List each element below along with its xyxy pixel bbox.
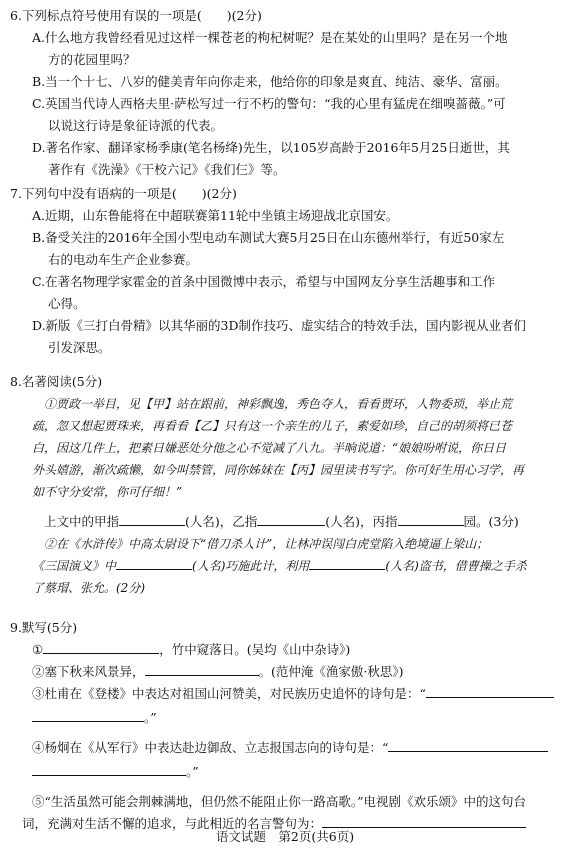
- q6-option-a: A.什么地方我曾经看见过这样一棵苍老的枸杞树呢？是在某处的山里吗？是在另一个地: [32, 30, 508, 45]
- q9-item-5: ⑤“生活虽然可能会荆棘满地，但仍然不能阻止你一路高歌。”电视剧《欢乐颂》中的这句台: [32, 794, 527, 809]
- page-footer: 语文试题 第2页(共6页): [215, 829, 355, 844]
- q7-option-a: A.近期，山东鲁能将在中超联赛第11轮中坐镇主场迎战北京国安。: [32, 208, 399, 223]
- answer-blank[interactable]: [145, 661, 259, 676]
- q9-item-3-cont: [10, 707, 560, 729]
- q9-stem: 9.默写(5分): [10, 620, 78, 635]
- q7-option-d-cont: 引发深思。: [48, 340, 111, 355]
- q6-option-a-cont: 方的花园里吗？: [48, 52, 136, 67]
- answer-blank[interactable]: [119, 511, 185, 526]
- answer-blank[interactable]: [43, 639, 159, 654]
- q8-sub-2-cont: 了蔡瑁、张允。(2分): [32, 581, 145, 595]
- q6-option-c-cont: 以说这行诗是象征诗派的代表。: [48, 118, 224, 133]
- q6-option-d: D.著名作家、翻译家杨季康(笔名杨绛)先生，以105岁高龄于2016年5月25日逝世，其: [32, 140, 510, 155]
- q6-option-c: C.英国当代诗人西格夫里·萨松写过一行不朽的警句：“我的心里有猛虎在细嗅蔷薇。”可: [32, 96, 506, 111]
- answer-blank[interactable]: [388, 737, 548, 752]
- q7-option-b: B.备受关注的2016年全国小型电动车测试大赛5月25日在山东德州举行，有近50家左: [32, 230, 505, 245]
- q8-fill-2-text: 《三国演义》中: [32, 559, 117, 573]
- q6-option-d-cont: 著作有《洗澡》《干校六记》《我们仨》等。: [48, 162, 286, 177]
- q9-item-1-text: ①: [32, 642, 44, 657]
- question-7: [10, 183, 560, 359]
- q9-item-3-text: ③杜甫在《登楼》中表达对祖国山河赞美，对民族历史追怀的诗句是：“: [32, 686, 426, 701]
- q8-fill-2-text: (人名)巧施此计，利用: [192, 559, 310, 573]
- q8-passage-line: 外头嬉游，渐次疏懒，如今叫禁管，同你姊妹在【丙】园里读书写字。你可好生用心习学，再: [32, 463, 525, 477]
- q8-fill-1-text: (人名)，乙指: [185, 514, 258, 529]
- q7-option-c: C.在著名物理学家霍金的首条中国微博中表示，希望与中国网友分享生活趣事和工作: [32, 274, 496, 289]
- q8-passage-line: 如不守分安常，你可仔细！”: [32, 485, 183, 499]
- q9-item-4-cont: [10, 761, 560, 783]
- q7-option-c-cont: 心得。: [48, 296, 86, 311]
- q9-item-2-text: ②塞下秋来风景异，: [32, 664, 145, 679]
- q7-stem: 7.下列句中没有语病的一项是( )(2分): [10, 186, 237, 201]
- q9-item-2-text: 。(范仲淹《渔家傲·秋思》): [258, 664, 404, 679]
- q8-passage-line: 疏，忽又想起贾珠来，再看看【乙】只有这一个亲生的儿子，素爱如珍，自己的胡须将已苍: [32, 419, 513, 433]
- q7-option-b-cont: 右的电动车生产企业参赛。: [48, 252, 199, 267]
- q8-sub-2: ②在《水浒传》中高太尉设下“借刀杀人计”，让林冲误闯白虎堂陷入绝境逼上梁山；: [44, 537, 489, 551]
- q8-passage-line: 白，因这几件上，把素日嫌恶处分他之心不觉减了八九。半晌说道：“娘娘吩咐说，你日日: [32, 441, 507, 455]
- answer-blank[interactable]: [32, 707, 144, 722]
- q9-item-4-text: 。”: [186, 764, 199, 779]
- q9-item-1: [10, 639, 560, 661]
- question-9: [10, 617, 560, 835]
- q8-passage-line: ①贾政一举目，见【甲】站在跟前，神彩飘逸，秀色夺人，看看贾环，人物委琐，举止荒: [44, 397, 513, 411]
- q9-item-2: [10, 661, 560, 683]
- answer-blank[interactable]: [32, 761, 186, 776]
- q9-item-3-text: 。”: [144, 710, 157, 725]
- question-6: [10, 5, 560, 181]
- q8-stem: 8.名著阅读(5分): [10, 374, 103, 389]
- answer-blank[interactable]: [309, 555, 385, 570]
- q8-fill-1: [10, 511, 560, 533]
- q8-fill-1-text: (人名)，丙指: [325, 514, 398, 529]
- question-8: [10, 371, 560, 599]
- q6-stem: 6.下列标点符号使用有误的一项是( )(2分): [10, 8, 262, 23]
- q9-item-3: [10, 683, 560, 705]
- q8-fill-1-text: 上文中的甲指: [44, 514, 120, 529]
- q9-item-1-text: ，竹中窥落日。(吴均《山中杂诗》): [159, 642, 351, 657]
- answer-blank[interactable]: [398, 511, 464, 526]
- q6-option-b: B.当一个十七、八岁的健美青年向你走来，他给你的印象是爽直、纯洁、豪华、富丽。: [32, 74, 508, 89]
- q7-option-d: D.新版《三打白骨精》以其华丽的3D制作技巧、虚实结合的特效手法，国内影视从业者们: [32, 318, 527, 333]
- answer-blank[interactable]: [426, 683, 554, 698]
- q9-item-4-text: ④杨炯在《从军行》中表达赴边御敌、立志报国志向的诗句是：“: [32, 740, 389, 755]
- q8-fill-2-text: (人名)盗书，借曹操之手杀: [385, 559, 527, 573]
- answer-blank[interactable]: [116, 555, 192, 570]
- q8-fill-1-text: 园。(3分): [463, 514, 519, 529]
- q9-item-5-text: 词，充满对生活不懈的追求，与此相近的名言警句为：: [22, 816, 323, 831]
- q9-item-4: [10, 737, 560, 759]
- q8-fill-2: [10, 555, 560, 577]
- answer-blank[interactable]: [257, 511, 325, 526]
